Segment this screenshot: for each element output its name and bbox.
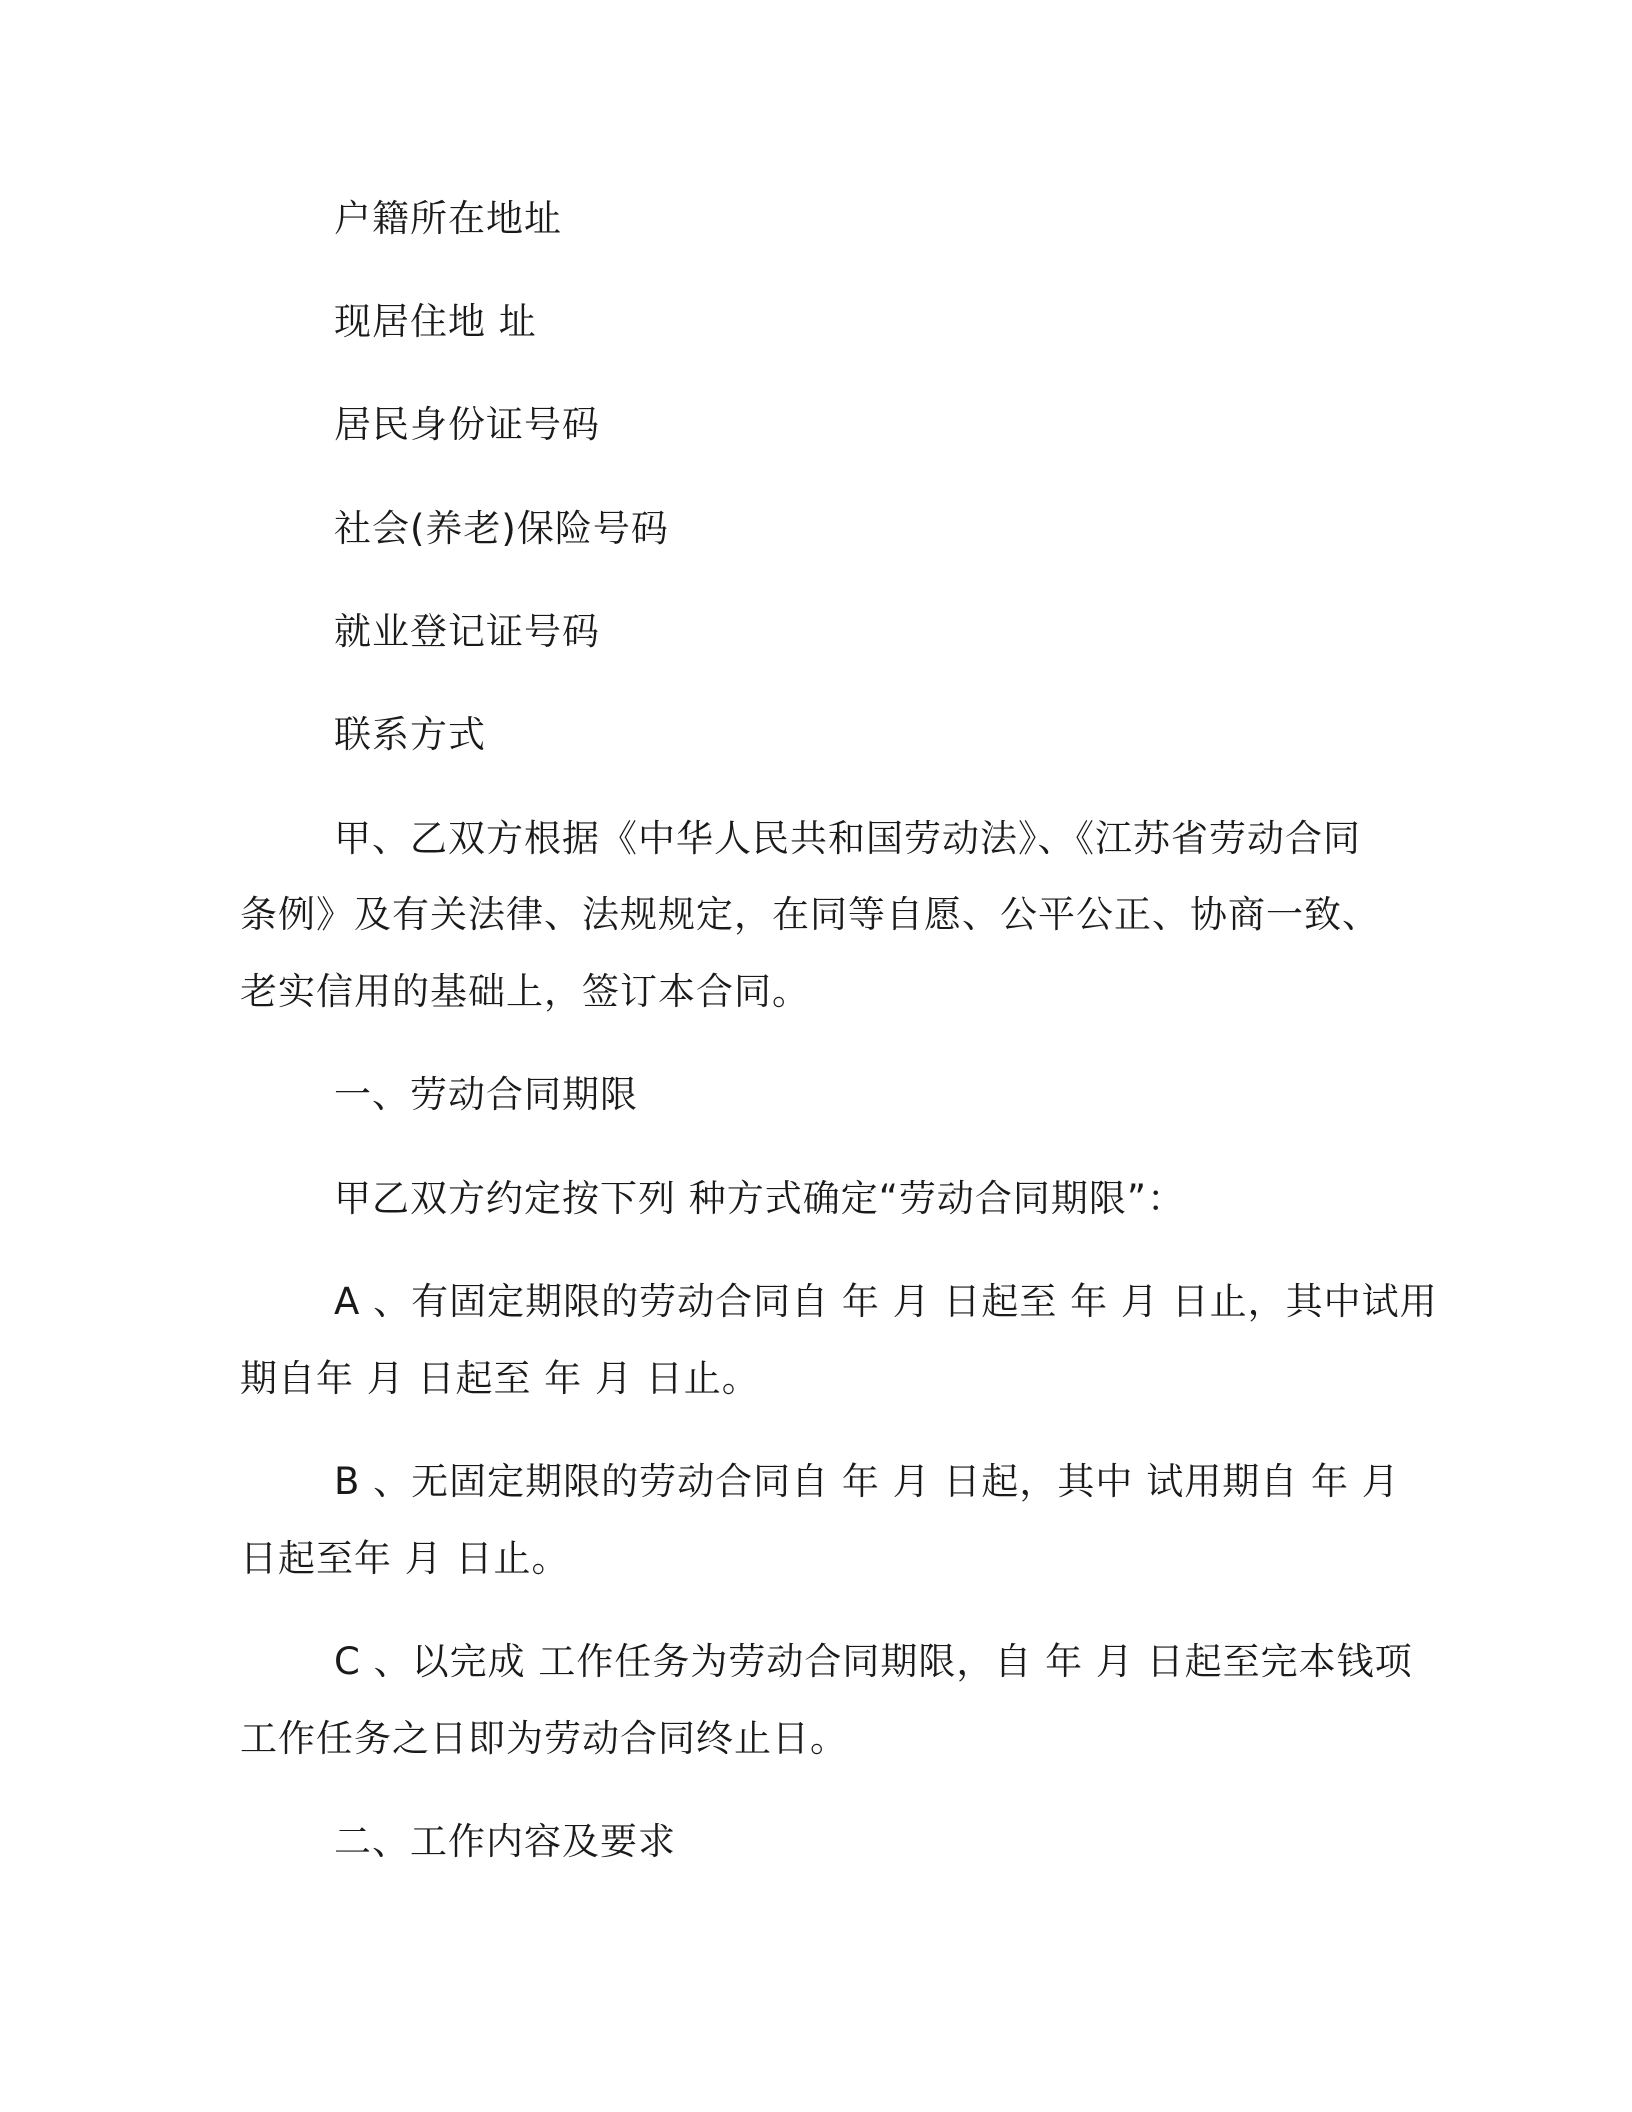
section1-heading: 一、劳动合同期限 xyxy=(334,1073,638,1116)
option-c-line-1: C 、以完成 工作任务为劳动合同期限，自 年 月 日起至完本钱项 xyxy=(334,1640,1413,1683)
section2-heading: 二、工作内容及要求 xyxy=(334,1820,676,1863)
option-b-line-2: 日起至年 月 日止。 xyxy=(240,1537,570,1580)
option-a-line-1: A 、有固定期限的劳动合同自 年 月 日起至 年 月 日止，其中试用 xyxy=(334,1280,1438,1323)
field-household-address: 户籍所在地址 xyxy=(334,197,562,240)
field-contact: 联系方式 xyxy=(334,713,486,756)
intro-line-2: 条例》及有关法律、法规规定，在同等自愿、公平公正、协商一致、 xyxy=(240,893,1380,936)
option-a-line-2: 期自年 月 日起至 年 月 日止。 xyxy=(240,1357,760,1400)
field-current-address: 现居住地 址 xyxy=(334,300,537,343)
intro-line-1: 甲、乙双方根据《中华人民共和国劳动法》、《江苏省劳动合同 xyxy=(334,817,1361,860)
intro-line-3: 老实信用的基础上，签订本合同。 xyxy=(240,970,810,1013)
option-b-line-1: B 、无固定期限的劳动合同自 年 月 日起，其中 试用期自 年 月 xyxy=(334,1460,1400,1503)
field-id-number: 居民身份证号码 xyxy=(334,403,600,446)
field-employment-registration-number: 就业登记证号码 xyxy=(334,610,600,653)
section1-lead: 甲乙双方约定按下列 种方式确定“劳动合同期限”： xyxy=(334,1177,1186,1220)
option-c-line-2: 工作任务之日即为劳动合同终止日。 xyxy=(240,1717,848,1760)
field-social-insurance-number: 社会(养老)保险号码 xyxy=(334,507,669,550)
